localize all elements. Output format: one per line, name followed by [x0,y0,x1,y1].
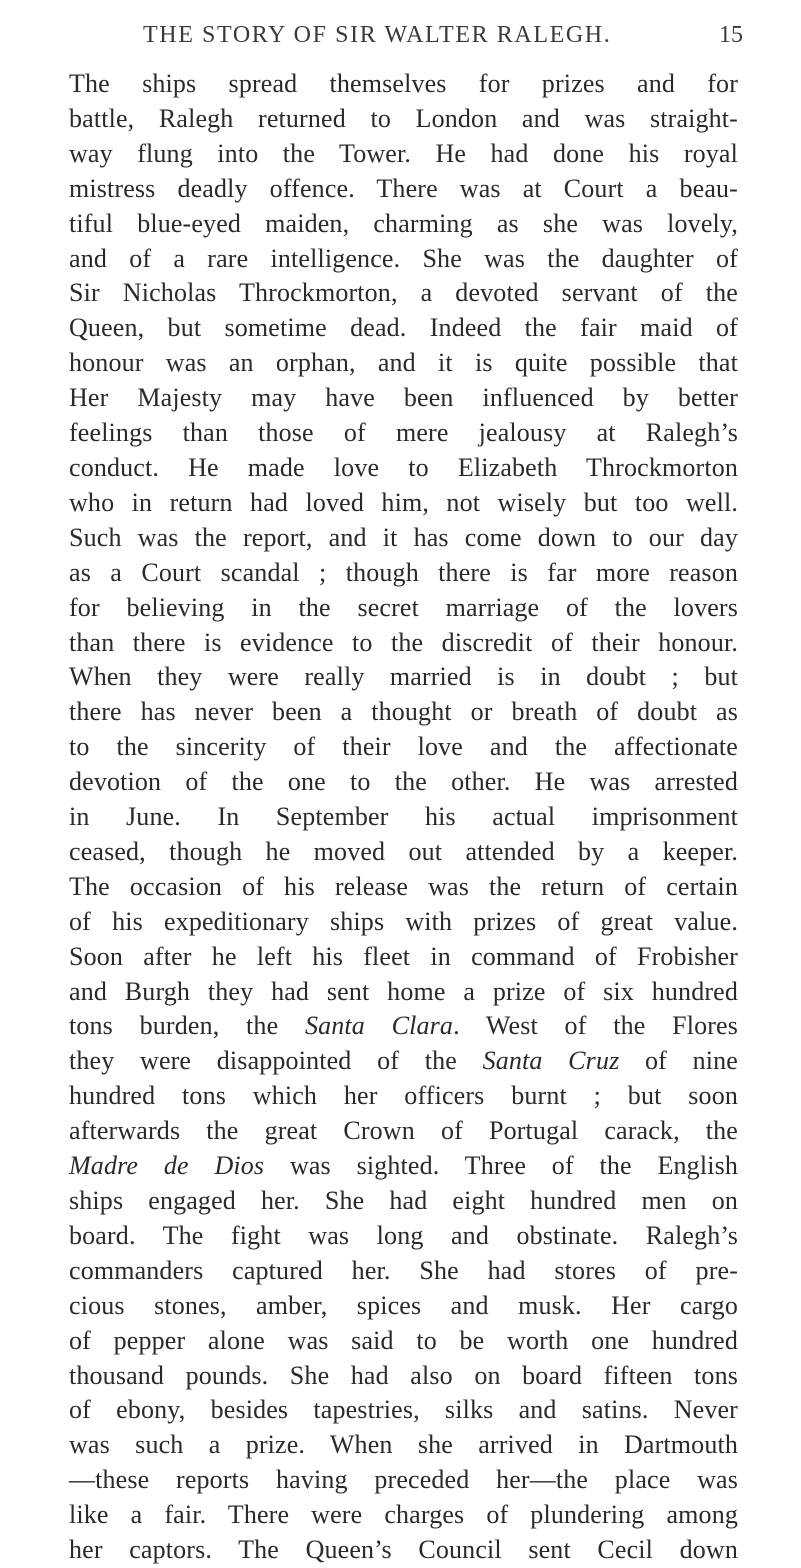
text-line: The ships spread themselves for prizes and for [69,69,738,98]
text-line: devotion of the one to the other. He was arrested [69,767,738,797]
text-fragment: of nine [619,1046,738,1076]
text-fragment: they were disappointed of the [69,1046,483,1076]
text-line: The occasion of his release was the return of certain [69,871,738,901]
text-line: for believing in the secret marriage of the lovers [69,592,738,622]
body-paragraph [69,67,738,1568]
text-line: mistress deadly offence. There was at Court a beau- [69,173,738,203]
text-line: afterwards the great Crown of Portugal carack, the [69,1116,738,1146]
text-fragment: . West of the Flores [453,1011,738,1041]
text-line: Queen, but sometime dead. Indeed the fair maid of [69,313,738,343]
text-line: of pepper alone was said to be worth one hundred [69,1325,738,1355]
text-line: ceased, though he moved out attended by a keeper. [69,836,738,866]
text-line: way flung into the Tower. He had done his royal [69,138,738,168]
text-line: her captors. The Queen’s Council sent Cecil down [69,1535,738,1565]
text-line: tiful blue-eyed maiden, charming as she was lovely, [69,208,738,238]
text-line: there has never been a thought or breath of doubt as [69,697,738,727]
ship-name-santa-cruz: Santa Cruz [482,1046,620,1076]
text-line: to the sincerity of their love and the affectionate [69,732,738,762]
text-line: than there is evidence to the discredit of their honour. [69,627,738,657]
text-line: cious stones, amber, spices and musk. Her cargo [69,1290,738,1320]
ship-name-santa-clara: Santa Clara [304,1011,454,1041]
text-line: hundred tons which her officers burnt ; but soon [69,1081,738,1111]
text-line: in June. In September his actual imprisonment [69,802,738,832]
text-line: was such a prize. When she arrived in Dartmouth [69,1430,738,1460]
text-line [69,1009,738,1044]
page-number: 15 [719,22,743,48]
text-line: honour was an orphan, and it is quite possible that [69,348,738,378]
text-line: and of a rare intelligence. She was the daughter of [69,243,738,273]
text-line: Soon after he left his fleet in command of Frobisher [69,941,738,971]
text-line: conduct. He made love to Elizabeth Throckmorton [69,452,738,482]
running-title: THE STORY OF SIR WALTER RALEGH. [143,22,612,48]
text-line: thousand pounds. She had also on board fifteen tons [69,1360,738,1390]
text-line: as a Court scandal ; though there is far more reason [69,557,738,587]
text-fragment: tons burden, the [69,1011,305,1041]
text-line: of his expeditionary ships with prizes of great value. [69,906,738,936]
text-line: board. The fight was long and obstinate. Ralegh’s [69,1220,738,1250]
text-line [69,1044,738,1079]
text-line: of ebony, besides tapestries, silks and satins. Never [69,1395,738,1425]
text-line [69,1149,738,1184]
text-line: like a fair. There were charges of plundering among [69,1500,738,1530]
text-line: Sir Nicholas Throckmorton, a devoted servant of the [69,278,738,308]
text-line: battle, Ralegh returned to London and was straight- [69,103,738,133]
text-line: feelings than those of mere jealousy at Ralegh’s [69,418,738,448]
text-line: ships engaged her. She had eight hundred men on [69,1186,738,1215]
text-line: Such was the report, and it has come down to our day [69,522,738,552]
text-line: —these reports having preceded her—the place was [69,1465,738,1495]
text-line: who in return had loved him, not wisely but too well. [69,487,738,517]
text-fragment: was sighted. Three of the English [264,1151,738,1181]
text-line: and Burgh they had sent home a prize of six hundred [69,976,738,1006]
ship-name-madre-de-dios: Madre de Dios [69,1151,265,1181]
text-line: commanders captured her. She had stores of pre- [69,1255,738,1285]
text-line: Her Majesty may have been influenced by better [69,383,738,413]
text-line: When they were really married is in doubt ; but [69,662,738,692]
